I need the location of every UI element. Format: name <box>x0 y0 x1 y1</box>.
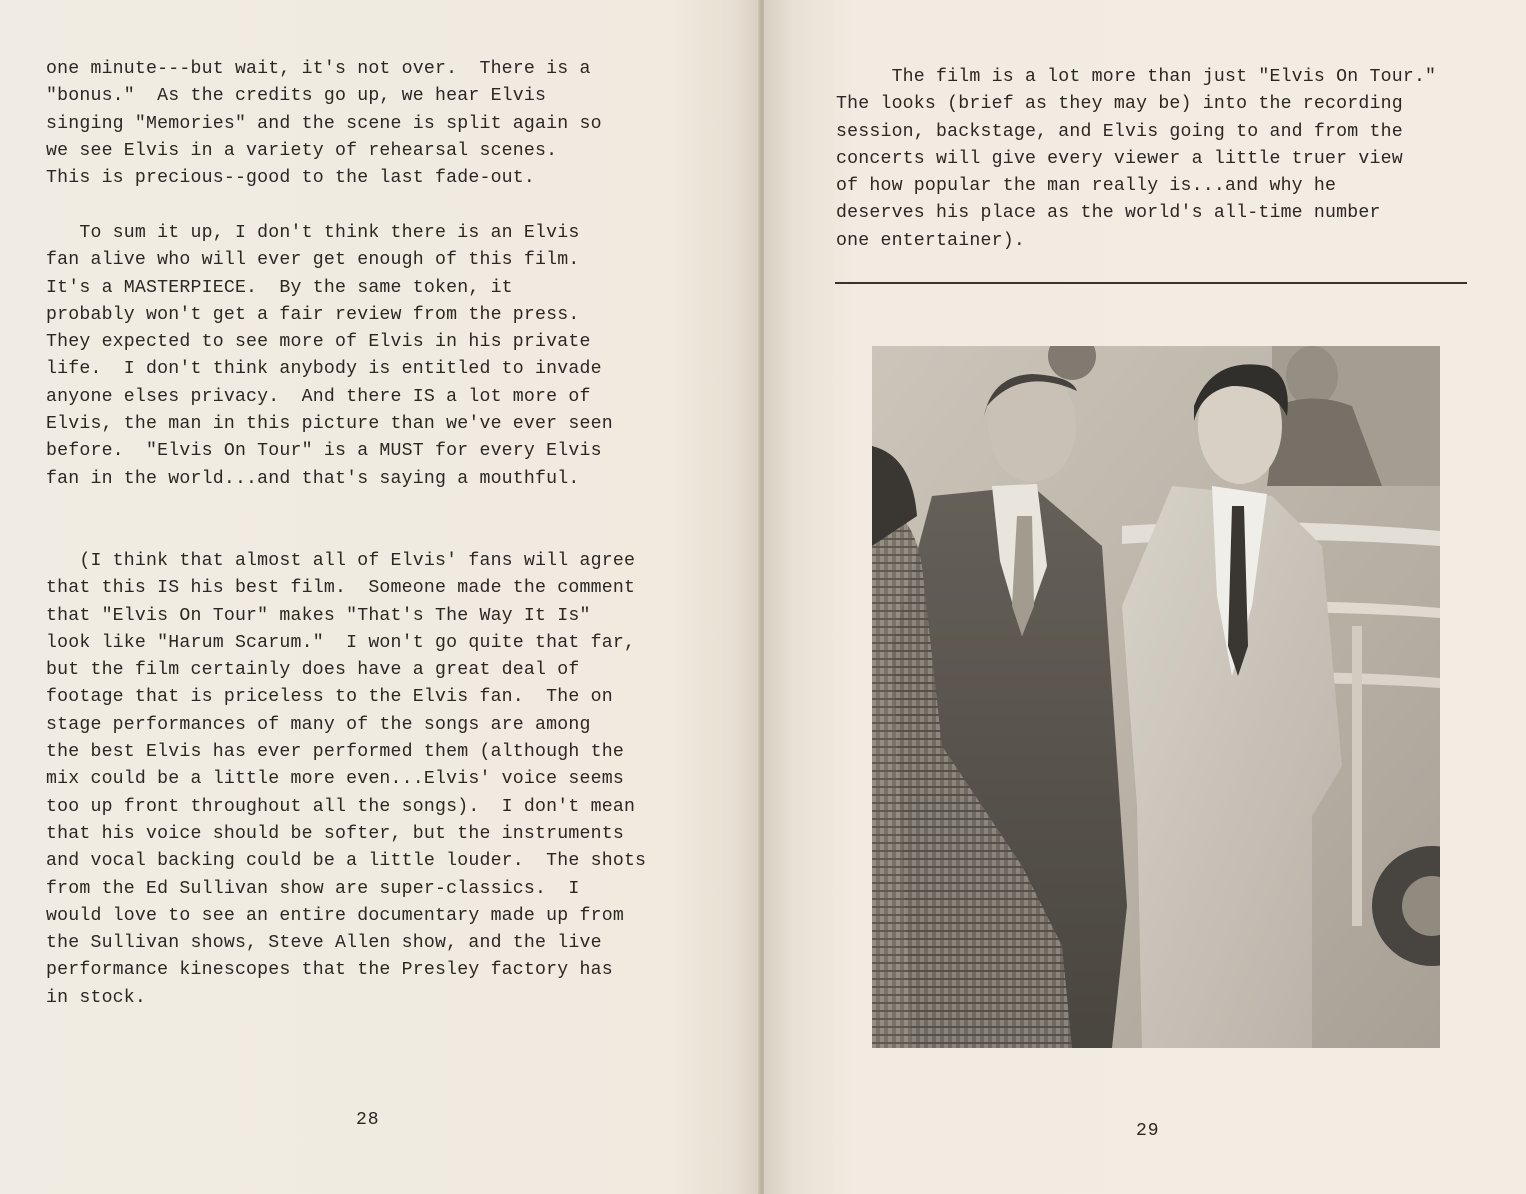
text-line: Elvis, the man in this picture than we've ever seen <box>46 414 613 435</box>
left-paragraph-2 <box>46 220 613 493</box>
page-number-left: 28 <box>356 1110 380 1130</box>
text-line: one minute---but wait, it's not over. There is a <box>46 59 591 79</box>
text-line: anyone elses privacy. And there IS a lot more of <box>46 386 591 407</box>
text-line: but the film certainly does have a great deal of <box>46 660 580 681</box>
text-line: life. I don't think anybody is entitled to invade <box>46 359 602 380</box>
text-line: mix could be a little more even...Elvis' voice seems <box>46 769 624 790</box>
left-paragraph-3 <box>46 548 646 1012</box>
text-line: probably won't get a fair review from the press. <box>46 304 580 325</box>
text-line: concerts will give every viewer a little truer view <box>836 148 1403 169</box>
text-line: The looks (brief as they may be) into the recording <box>836 94 1403 115</box>
text-line: and vocal backing could be a little louder. The shots <box>46 851 647 872</box>
text-line: we see Elvis in a variety of rehearsal scenes. <box>46 140 558 161</box>
text-line: that this IS his best film. Someone made the comment <box>46 578 636 599</box>
text-line: "bonus." As the credits go up, we hear Elvis <box>46 86 547 107</box>
text-line: the Sullivan shows, Steve Allen show, and the live <box>46 933 602 954</box>
text-line: fan in the world...and that's saying a mouthful. <box>46 468 580 489</box>
text-line: that his voice should be softer, but the instruments <box>46 823 624 844</box>
text-line: the best Elvis has ever performed them (although the <box>46 742 624 763</box>
text-line: in stock. <box>46 987 147 1008</box>
photo-two-men-in-suits <box>872 346 1440 1048</box>
page-number-right: 29 <box>1136 1121 1160 1141</box>
text-line: too up front throughout all the songs). I don't mean <box>46 796 636 817</box>
text-line: look like "Harum Scarum." I won't go quite that far, <box>46 632 636 653</box>
text-line: To sum it up, I don't think there is an Elvis <box>46 223 580 243</box>
text-line: session, backstage, and Elvis going to and from the <box>836 121 1403 142</box>
text-line: one entertainer). <box>836 230 1025 251</box>
text-line: that "Elvis On Tour" makes "That's The Way It Is" <box>46 605 591 626</box>
horizontal-rule <box>835 282 1467 284</box>
text-line: singing "Memories" and the scene is split again so <box>46 113 602 134</box>
right-paragraph-1 <box>836 64 1436 255</box>
text-line: would love to see an entire documentary made up from <box>46 905 624 926</box>
text-line: of how popular the man really is...and why he <box>836 176 1337 197</box>
text-line: (I think that almost all of Elvis' fans will agree <box>46 551 636 571</box>
text-line: It's a MASTERPIECE. By the same token, it <box>46 277 513 298</box>
text-line: footage that is priceless to the Elvis fan. The on <box>46 687 613 708</box>
text-line: They expected to see more of Elvis in his private <box>46 332 591 353</box>
left-paragraph-1 <box>46 56 602 192</box>
text-line: This is precious--good to the last fade-out. <box>46 168 536 189</box>
text-line: fan alive who will ever get enough of this film. <box>46 250 580 271</box>
text-line: stage performances of many of the songs are among <box>46 714 591 735</box>
text-line: before. "Elvis On Tour" is a MUST for every Elvis <box>46 441 602 462</box>
text-line: The film is a lot more than just "Elvis On Tour." <box>836 67 1437 87</box>
left-page <box>0 0 760 1194</box>
photo-illustration <box>872 346 1440 1048</box>
text-line: deserves his place as the world's all-time number <box>836 203 1381 224</box>
text-line: from the Ed Sullivan show are super-classics. I <box>46 878 580 899</box>
text-line: performance kinescopes that the Presley factory has <box>46 960 613 981</box>
right-page <box>764 0 1526 1194</box>
